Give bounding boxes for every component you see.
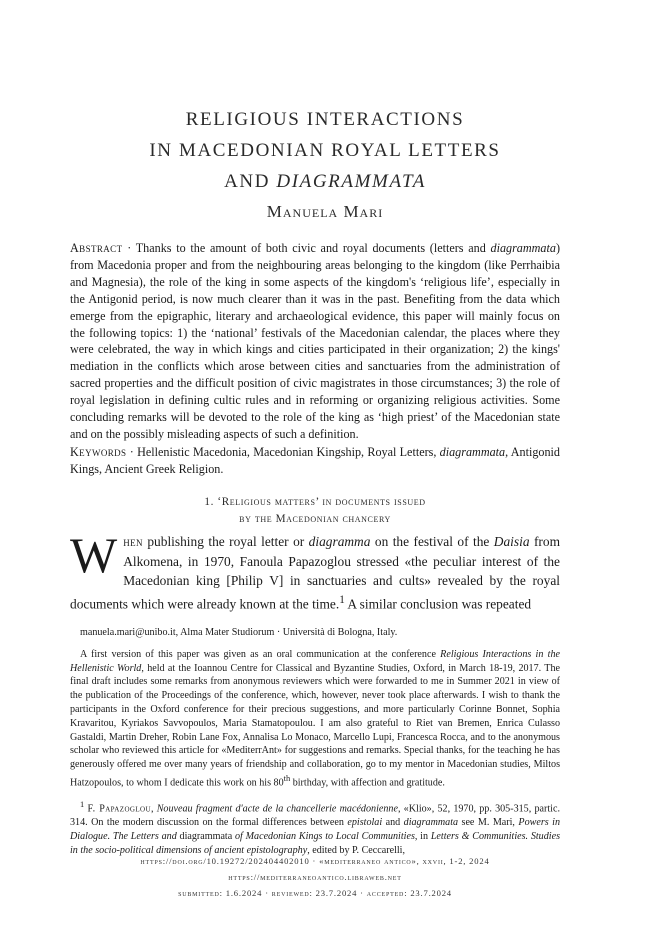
author-name: Manuela Mari — [266, 202, 384, 221]
section-heading — [0, 494, 630, 527]
fn-italic-6: Letters & Communities. Studies in the socio-political dimensions of ancient epistolography — [70, 831, 560, 856]
section-heading-line-2: by the Macedonian chancery — [239, 512, 391, 525]
footer-doi-line[interactable]: https://doi.org/10.19272/202404402010 · «mediterraneo antico», xxvii, 1-2, 2024 — [140, 856, 490, 866]
drop-cap: W — [70, 527, 118, 583]
keywords-sep: · — [126, 445, 138, 459]
ack-text-1: A first version of this paper was given as an oral communication at the conference — [80, 648, 441, 660]
fn-text-6: , in — [414, 831, 431, 843]
keywords-italic-1: diagrammata — [439, 445, 506, 459]
abstract-italic-1: diagrammata — [490, 241, 556, 255]
keywords-text-2: , Antigonid Kings, Ancient Greek Religion. — [70, 445, 560, 476]
title-line-1: RELIGIOUS INTERACTIONS — [185, 109, 465, 130]
fn-text-1: , — [150, 803, 157, 815]
body-italic-2: Daisia — [493, 534, 530, 549]
section-heading-line-1: 1. ‘Religious matters’ in documents issued — [204, 496, 426, 508]
article-title — [0, 104, 650, 197]
acknowledgements — [70, 648, 560, 790]
ack-text-3: birthday, with affection and gratitude. — [290, 777, 445, 789]
page-footer — [0, 853, 630, 901]
author-contact: manuela.mari@unibo.it, Alma Mater Studiorum · Università di Bologna, Italy. — [80, 627, 398, 638]
body-italic-1: diagramma — [308, 534, 371, 549]
title-line-3-prefix: AND — [224, 171, 277, 192]
fn-italic-1: Nouveau fragment d'acte de la chancellerie macédonienne — [156, 803, 398, 815]
footer-website-link[interactable]: https://mediterraneoantico.libraweb.net — [228, 872, 402, 882]
footnote-1 — [70, 798, 560, 858]
keywords — [70, 444, 560, 478]
title-line-3-italic: DIAGRAMMATA — [276, 171, 426, 192]
title-line-2: IN MACEDONIAN ROYAL LETTERS — [149, 140, 501, 161]
footnote-ref-1[interactable]: 1 — [339, 593, 345, 606]
side-copyright-notice — [577, 226, 599, 706]
fn-text-4: see M. Mari, — [458, 817, 519, 829]
abstract-sep: · — [122, 241, 136, 255]
keywords-label: Keywords — [70, 445, 127, 459]
fn-text-7: , edited by P. Ceccarelli, — [307, 844, 406, 856]
fn-italic-2: epistolai — [347, 817, 383, 829]
fn-text-3: and — [382, 817, 404, 829]
body-text-3: from Alkomena, in 1970, Fanoula Papazoglou stressed «the peculiar interest of the Macedonian king [Philip V] in sanctuaries and cults» revealed by the royal documents which were already known at the time. — [70, 534, 560, 611]
ack-italic-1: Religious Interactions in the Hellenistic World — [70, 648, 560, 674]
body-text-4: A similar conclusion was repeated — [344, 595, 532, 611]
abstract — [70, 240, 560, 443]
fn-text-5: diagrammata — [176, 831, 235, 843]
title-line-3 — [0, 166, 650, 197]
abstract-text-2: ) from Macedonia proper and from the neighbouring areas belonging to the kingdom (like Perrhaibia and Magnesia), the role of the king in some aspects of the kingdom's ‘religious life’, especially in the Antigonid period, is now much clearer than it was in the past. Benefiting from the data which emerge from the epigraphic, literary and archaeological evidence, this paper will mainly focus on the following topics: 1) the ‘national’ festivals of the Macedonian calendar, the places where they were celebrated, the way in which kings and cities participated in their organization; 2) the kings' mediation in the conflicts which arose between cities and sanctuaries from the administration of sacred properties and the difficult position of civic magistrates in those circumstances; 3) the role of royal legislation in defining cultic rules and in reforming or organizing religious activities. Some concluding remarks will be devoted to the role of the king as ‘high priest’ of the Macedonian state and on the possibly misleading aspects of such a definition. — [70, 241, 560, 441]
keywords-text-1: Hellenistic Macedonia, Macedonian Kingship, Royal Letters, — [137, 445, 440, 459]
fn-italic-5: of Macedonian Kings to Local Communities — [235, 831, 415, 843]
abstract-label: Abstract — [70, 241, 123, 255]
footnotes — [70, 626, 560, 866]
body-paragraph — [70, 527, 560, 613]
ack-sup: th — [283, 773, 291, 783]
footnote-1-number: 1 — [80, 800, 85, 810]
fn-italic-4: Powers in Dialogue. The Letters and — [70, 817, 561, 843]
body-text-1: publishing the royal letter or — [142, 534, 309, 549]
body-first-word: hen — [123, 534, 143, 549]
ack-text-2: , held at the Ioannou Centre for Classical and Byzantine Studies, Oxford, in March 18-19, 2017. The final draft includes some remarks from anonymous reviewers which were forwarded to me in Summer 2021 in view of the publication of the Proceedings of the conference, which, however, never took place afterwards. I wish to thank the participants in the Oxford conference for their precious suggestions, and more particularly Corinne Bonnet, Sophia Kravaritou, Kyriakos Savvopoulos, Maria Stamatopoulou. I am also grateful to Riet van Bremen, Enrica Culasso Gastaldi, Martin Dreher, Robin Lane Fox, Annalisa Lo Monaco, Marcello Lupi, Francesca Rocca, and to the anonymous scholar who reviewed this article for «MediterrAnt» for suggestions and remarks. Special thanks, for the teaching he has generously offered me over many years of friendship and collaboration, go to my mentor in Macedonian studies, Miltos Hatzopoulos, to whom I dedicate this work on his 80 — [70, 662, 560, 789]
abstract-text-1: Thanks to the amount of both civic and royal documents (letters and — [135, 241, 491, 255]
fn-italic-3: diagrammata — [403, 817, 459, 829]
footer-dates: submitted: 1.6.2024 · reviewed: 23.7.2024 · accepted: 23.7.2024 — [178, 888, 452, 898]
footnote-1-author: F. Papazoglou — [87, 803, 151, 815]
fn-text-2: , «Klio», 52, 1970, pp. 305-315, partic. 314. On the modern discussion on the formal differences between — [70, 803, 560, 829]
body-text-2: on the festival of the — [370, 534, 494, 549]
